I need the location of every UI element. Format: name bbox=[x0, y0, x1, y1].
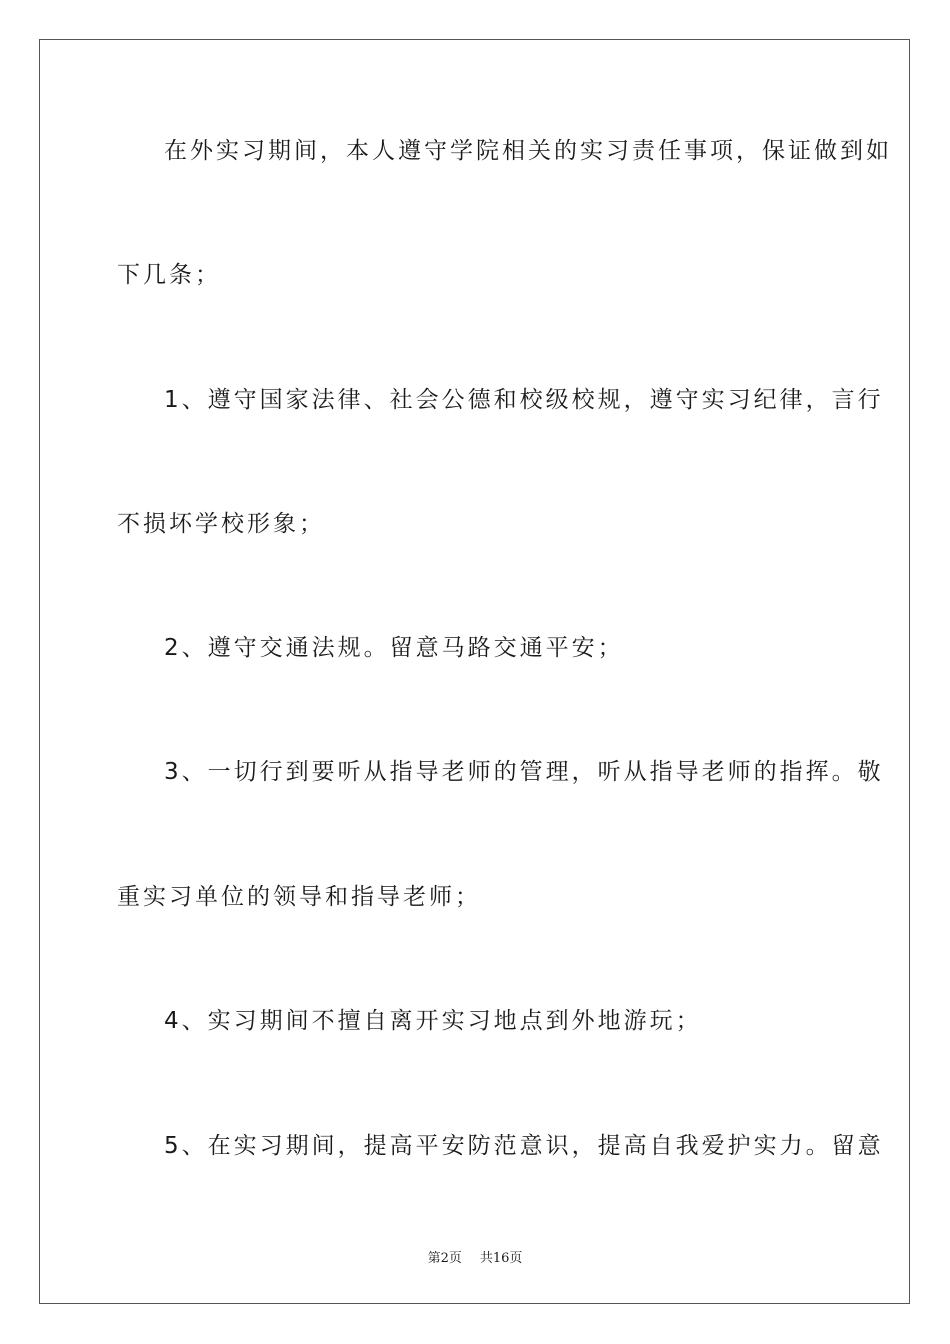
page-footer bbox=[0, 1247, 950, 1266]
paragraph-line: 不损坏学校形象； bbox=[117, 511, 325, 537]
paragraph-line: 3、一切行到要听从指导老师的管理，听从指导老师的指挥。敬 bbox=[164, 759, 884, 785]
page-border bbox=[39, 39, 910, 1304]
paragraph-line: 在外实习期间，本人遵守学院相关的实习责任事项，保证做到如 bbox=[164, 138, 892, 164]
paragraph-line: 4、实习期间不擅自离开实习地点到外地游玩； bbox=[164, 1008, 702, 1034]
paragraph-line: 下几条； bbox=[117, 262, 221, 288]
page-number: 第2页 bbox=[427, 1251, 462, 1266]
page-total: 共16页 bbox=[479, 1251, 523, 1266]
paragraph-line: 1、遵守国家法律、社会公德和校级校规，遵守实习纪律，言行 bbox=[164, 387, 884, 413]
paragraph-line: 5、在实习期间，提高平安防范意识，提高自我爱护实力。留意 bbox=[164, 1133, 884, 1159]
paragraph-line: 2、遵守交通法规。留意马路交通平安； bbox=[164, 635, 624, 661]
paragraph-line: 重实习单位的领导和指导老师； bbox=[117, 884, 481, 910]
